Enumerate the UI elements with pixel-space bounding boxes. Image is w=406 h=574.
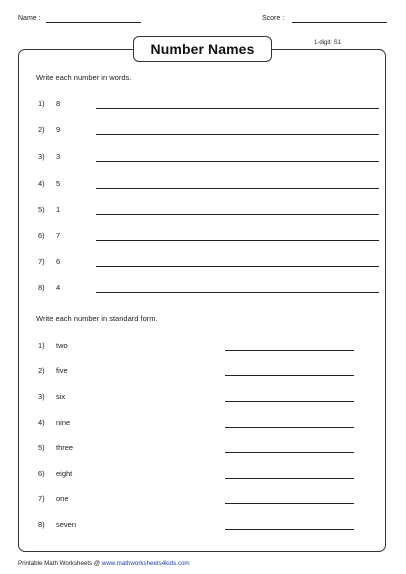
section-b-item-value: one <box>56 494 69 503</box>
score-field-line[interactable] <box>292 22 387 23</box>
section-a-answer-line[interactable] <box>96 161 379 162</box>
worksheet-title <box>133 36 272 62</box>
section-a-item-value: 3 <box>56 152 61 161</box>
section-b-answer-line[interactable] <box>225 503 354 504</box>
section-b-item-value: three <box>56 443 74 452</box>
section-a-answer-line[interactable] <box>96 292 379 293</box>
section-a-item-number: 4) <box>38 179 45 188</box>
section-b-item-value: nine <box>56 418 71 427</box>
section-a-item-number: 6) <box>38 231 45 240</box>
worksheet-title-text: Number Names <box>150 41 255 57</box>
worksheet-frame <box>18 49 386 552</box>
section-b-answer-line[interactable] <box>225 401 354 402</box>
section-a-answer-line[interactable] <box>96 240 379 241</box>
section-b-item-value: five <box>56 366 68 375</box>
section-a-item-value: 7 <box>56 231 61 240</box>
name-field-line[interactable] <box>46 22 141 23</box>
section-a-answer-line[interactable] <box>96 266 379 267</box>
section-a-answer-line[interactable] <box>96 188 379 189</box>
section-b-answer-line[interactable] <box>225 350 354 351</box>
section-a-item-value: 4 <box>56 283 61 292</box>
section-b-item-number: 6) <box>38 469 45 478</box>
section-a-item-number: 5) <box>38 205 45 214</box>
section-b-answer-line[interactable] <box>225 478 354 479</box>
section-b-item-value: two <box>56 341 68 350</box>
section-b-answer-line[interactable] <box>225 427 354 428</box>
section-b-item-number: 8) <box>38 520 45 529</box>
section-a-item-number: 2) <box>38 125 45 134</box>
section-b-item-value: six <box>56 392 66 401</box>
section-a-item-number: 3) <box>38 152 45 161</box>
section-b-answer-line[interactable] <box>225 529 354 530</box>
footer-link[interactable]: www.mathworksheets4kids.com <box>101 560 190 567</box>
section-a-item-number: 7) <box>38 257 45 266</box>
section-b-item-number: 1) <box>38 341 45 350</box>
section-a-instruction: Write each number in words. <box>36 73 132 82</box>
section-a-item-number: 8) <box>38 283 45 292</box>
section-a-item-number: 1) <box>38 99 45 108</box>
section-a-answer-line[interactable] <box>96 134 379 135</box>
section-b-item-value: seven <box>56 520 77 529</box>
score-label: Score : <box>262 15 285 22</box>
section-a-answer-line[interactable] <box>96 108 379 109</box>
footer-prefix: Printable Math Worksheets @ <box>18 560 102 567</box>
worksheet-code: 1-digit: S1 <box>314 40 342 46</box>
section-a-answer-line[interactable] <box>96 214 379 215</box>
section-b-item-number: 3) <box>38 392 45 401</box>
section-a-item-value: 5 <box>56 179 61 188</box>
section-b-instruction: Write each number in standard form. <box>36 314 158 323</box>
section-b-item-number: 5) <box>38 443 45 452</box>
section-a-item-value: 1 <box>56 205 61 214</box>
footer <box>18 560 190 568</box>
name-label: Name : <box>18 15 41 22</box>
section-a-item-value: 6 <box>56 257 61 266</box>
section-b-item-number: 2) <box>38 366 45 375</box>
section-a-item-value: 9 <box>56 125 61 134</box>
section-b-item-number: 7) <box>38 494 45 503</box>
section-b-answer-line[interactable] <box>225 375 354 376</box>
section-b-answer-line[interactable] <box>225 452 354 453</box>
section-a-item-value: 8 <box>56 99 61 108</box>
section-b-item-value: eight <box>56 469 73 478</box>
section-b-item-number: 4) <box>38 418 45 427</box>
